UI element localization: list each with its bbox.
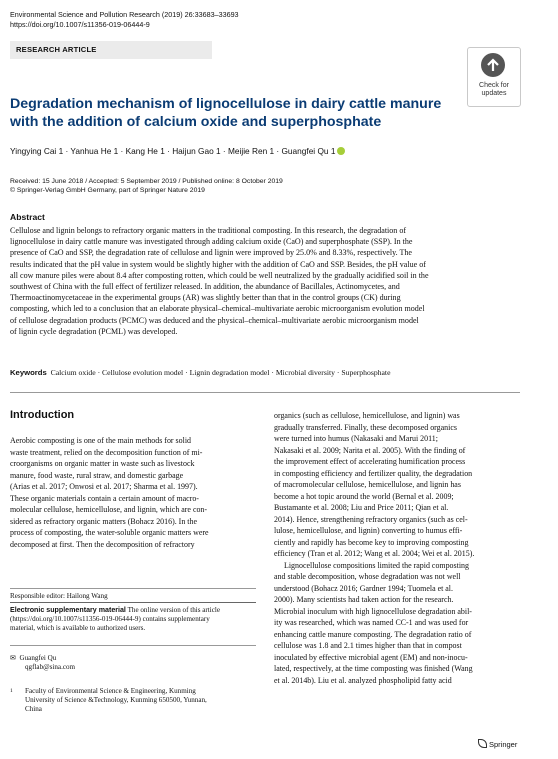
orcid-icon[interactable] — [337, 147, 345, 155]
keywords-label: Keywords — [10, 368, 47, 377]
keywords-list: Calcium oxide · Cellulose evolution model · Lignin degradation model · Microbial diversity · Superphosphate — [50, 368, 391, 377]
corresponding-author — [10, 654, 256, 672]
footnote-divider — [10, 588, 256, 589]
supplementary-material-note: Electronic supplementary material The online version of this article (https://doi.org/10.1007/s11356-019-06444-9) contains supplementary material, which is available to authorized users. — [10, 606, 256, 634]
history-dates: Received: 15 June 2018 / Accepted: 5 September 2019 / Published online: 8 October 2019 — [10, 178, 283, 185]
responsible-editor: Responsible editor: Hailong Wang — [10, 592, 108, 600]
authors-text: Yingying Cai 1 · Yanhua He 1 · Kang He 1 · Haijun Gao 1 · Meijie Ren 1 · Guangfei Qu 1 — [10, 146, 336, 156]
intro-left-column: Aerobic composting is one of the main methods for solid waste treatment, relied on the decomposition function of mi- croorganisms on organic matter in waste such as livestock manure, food waste, rural straw, and domestic garbage (Arias et al. 2017; Onwosi et al. 2017; Sharma et al. 1997). These organic materials contain a certain amount of macro- molecular cellulose, hemicellulose, and lignin, which are con- sidered as refractory organic matters (Bohacz 2016). In the process of composting, the water-soluble organic matters were decomposed at first. Then the decomposition of refractory — [10, 436, 209, 549]
publication-dates — [10, 177, 283, 195]
affil-number: 1 — [10, 688, 13, 694]
journal-citation: Environmental Science and Pollution Research (2019) 26:33683–33693 — [10, 10, 239, 19]
supp-link[interactable]: (https://doi.org/10.1007/s11356-019-06444-9) contains supplementary — [10, 615, 210, 624]
article-title: Degradation mechanism of lignocellulose in dairy cattle manure with the addition of calcium oxide and superphosphate — [10, 96, 442, 130]
publisher-name: Springer — [489, 740, 518, 749]
section-divider — [10, 392, 520, 393]
journal-header — [10, 10, 239, 30]
introduction-heading: Introduction — [10, 409, 75, 421]
affiliation: 1 Faculty of Environmental Science & Engineering, Kunming University of Science &Technology, Kunming 650500, Yunnan, China — [10, 687, 207, 714]
corr-email[interactable]: qgflab@sina.com — [25, 663, 76, 672]
doi-link[interactable]: https://doi.org/10.1007/s11356-019-06444-9 — [10, 20, 150, 29]
abstract-heading: Abstract — [10, 212, 45, 222]
copyright-notice: © Springer-Verlag GmbH Germany, part of Springer Nature 2019 — [10, 187, 205, 194]
article-type-label: RESEARCH ARTICLE — [16, 45, 97, 54]
check-for-updates-badge[interactable] — [467, 47, 521, 107]
envelope-icon: ✉ — [10, 654, 16, 662]
footnote-divider-2 — [10, 602, 256, 603]
check-updates-label: Check for updates — [479, 82, 509, 97]
springer-horse-icon — [478, 739, 487, 748]
author-list — [10, 146, 345, 157]
abstract-body: Cellulose and lignin belongs to refractory organic matters in the traditional composting. In this research, the degradation of lignocellulose in dairy cattle manure was investigated through adding calcium oxide (CaO) and superphosphate (SSP). In the presence of CaO and SSP, the degradation rate of cellulose and lignin were improved by 25.0% and 8.33%, respectively. The results indicated that the pH value in system would be slightly higher with the addition of CaO and SSP. Besides, the pH value of all cow manure piles were about 8.4 after composting rotten, which could be well neutralized by the gradually acidified soil in the southwest of China with the full effect of fertilizer released. In addition, the abundance of Bacillales, Actinomycetes, and Thermoactinomycetaceae in the experimental groups (AR) was slightly better than that in the control groups (CK) during composting, which led to a conclusion that an elaborate physical–chemical–multivariate aerobic microorganism evolution model of cellulose degradation products (PCMC) was deduced and the physical–chemical–multivariate aerobic microorganism model of lignin cycle degradation (PCML) was developed. — [10, 226, 429, 336]
keywords-section — [10, 368, 520, 378]
corr-name: Guangfei Qu — [19, 654, 57, 662]
article-type-banner — [10, 41, 212, 59]
intro-right-column: organics (such as cellulose, hemicellulose, and lignin) was gradually transferred. Finally, these decomposed organics were turned into humus (Nakasaki and Marui 2011; Nakasaki et al. 2009; Narita et al. 2005). With the finding of the improvement effect of accelerating humification process in composting efficiency and fertilizer quality, the degradation of macromolecular cellulose, hemicellulose, and lignin has become a hot topic around the world (Bernal et al. 2009; Bustamante et al. 2008; Liu and Price 2011; Qian et al. 2014). Hence, strengthening refractory organics (such as cel- lulose, hemicellulose, and lignin) converting to humus effi- ciently and rapidly has become key to improving composting efficiency (Tran et al. 2012; Wang et al. 2004; Wei et al. 2015). Lignocellulose compositions limited the rapid composting and stable decomposition, whose degradation was not well understood (Bohacz 2016; Gardner 1994; Tuomela et al. 2000). Many scientists had taken action for the research. Microbial inoculum with high lignocellulose degradation abil- ity was researched, which was named CC-1 and was used for enhancing cattle manure composting. The degradation ratio of cellulose was 1.8 and 2.1 times higher than that in compost inoculated by effective microbial agent (EM) and non-inocu- lated, respectively, at the time composting was finished (Wang et al. 2014b). Liu et al. analyzed phospholipid fatty acid — [274, 411, 475, 685]
supp-label: Electronic supplementary material — [10, 606, 126, 614]
publisher-logo — [478, 739, 517, 749]
check-updates-icon — [481, 53, 505, 77]
footnote-divider-3 — [10, 645, 256, 646]
